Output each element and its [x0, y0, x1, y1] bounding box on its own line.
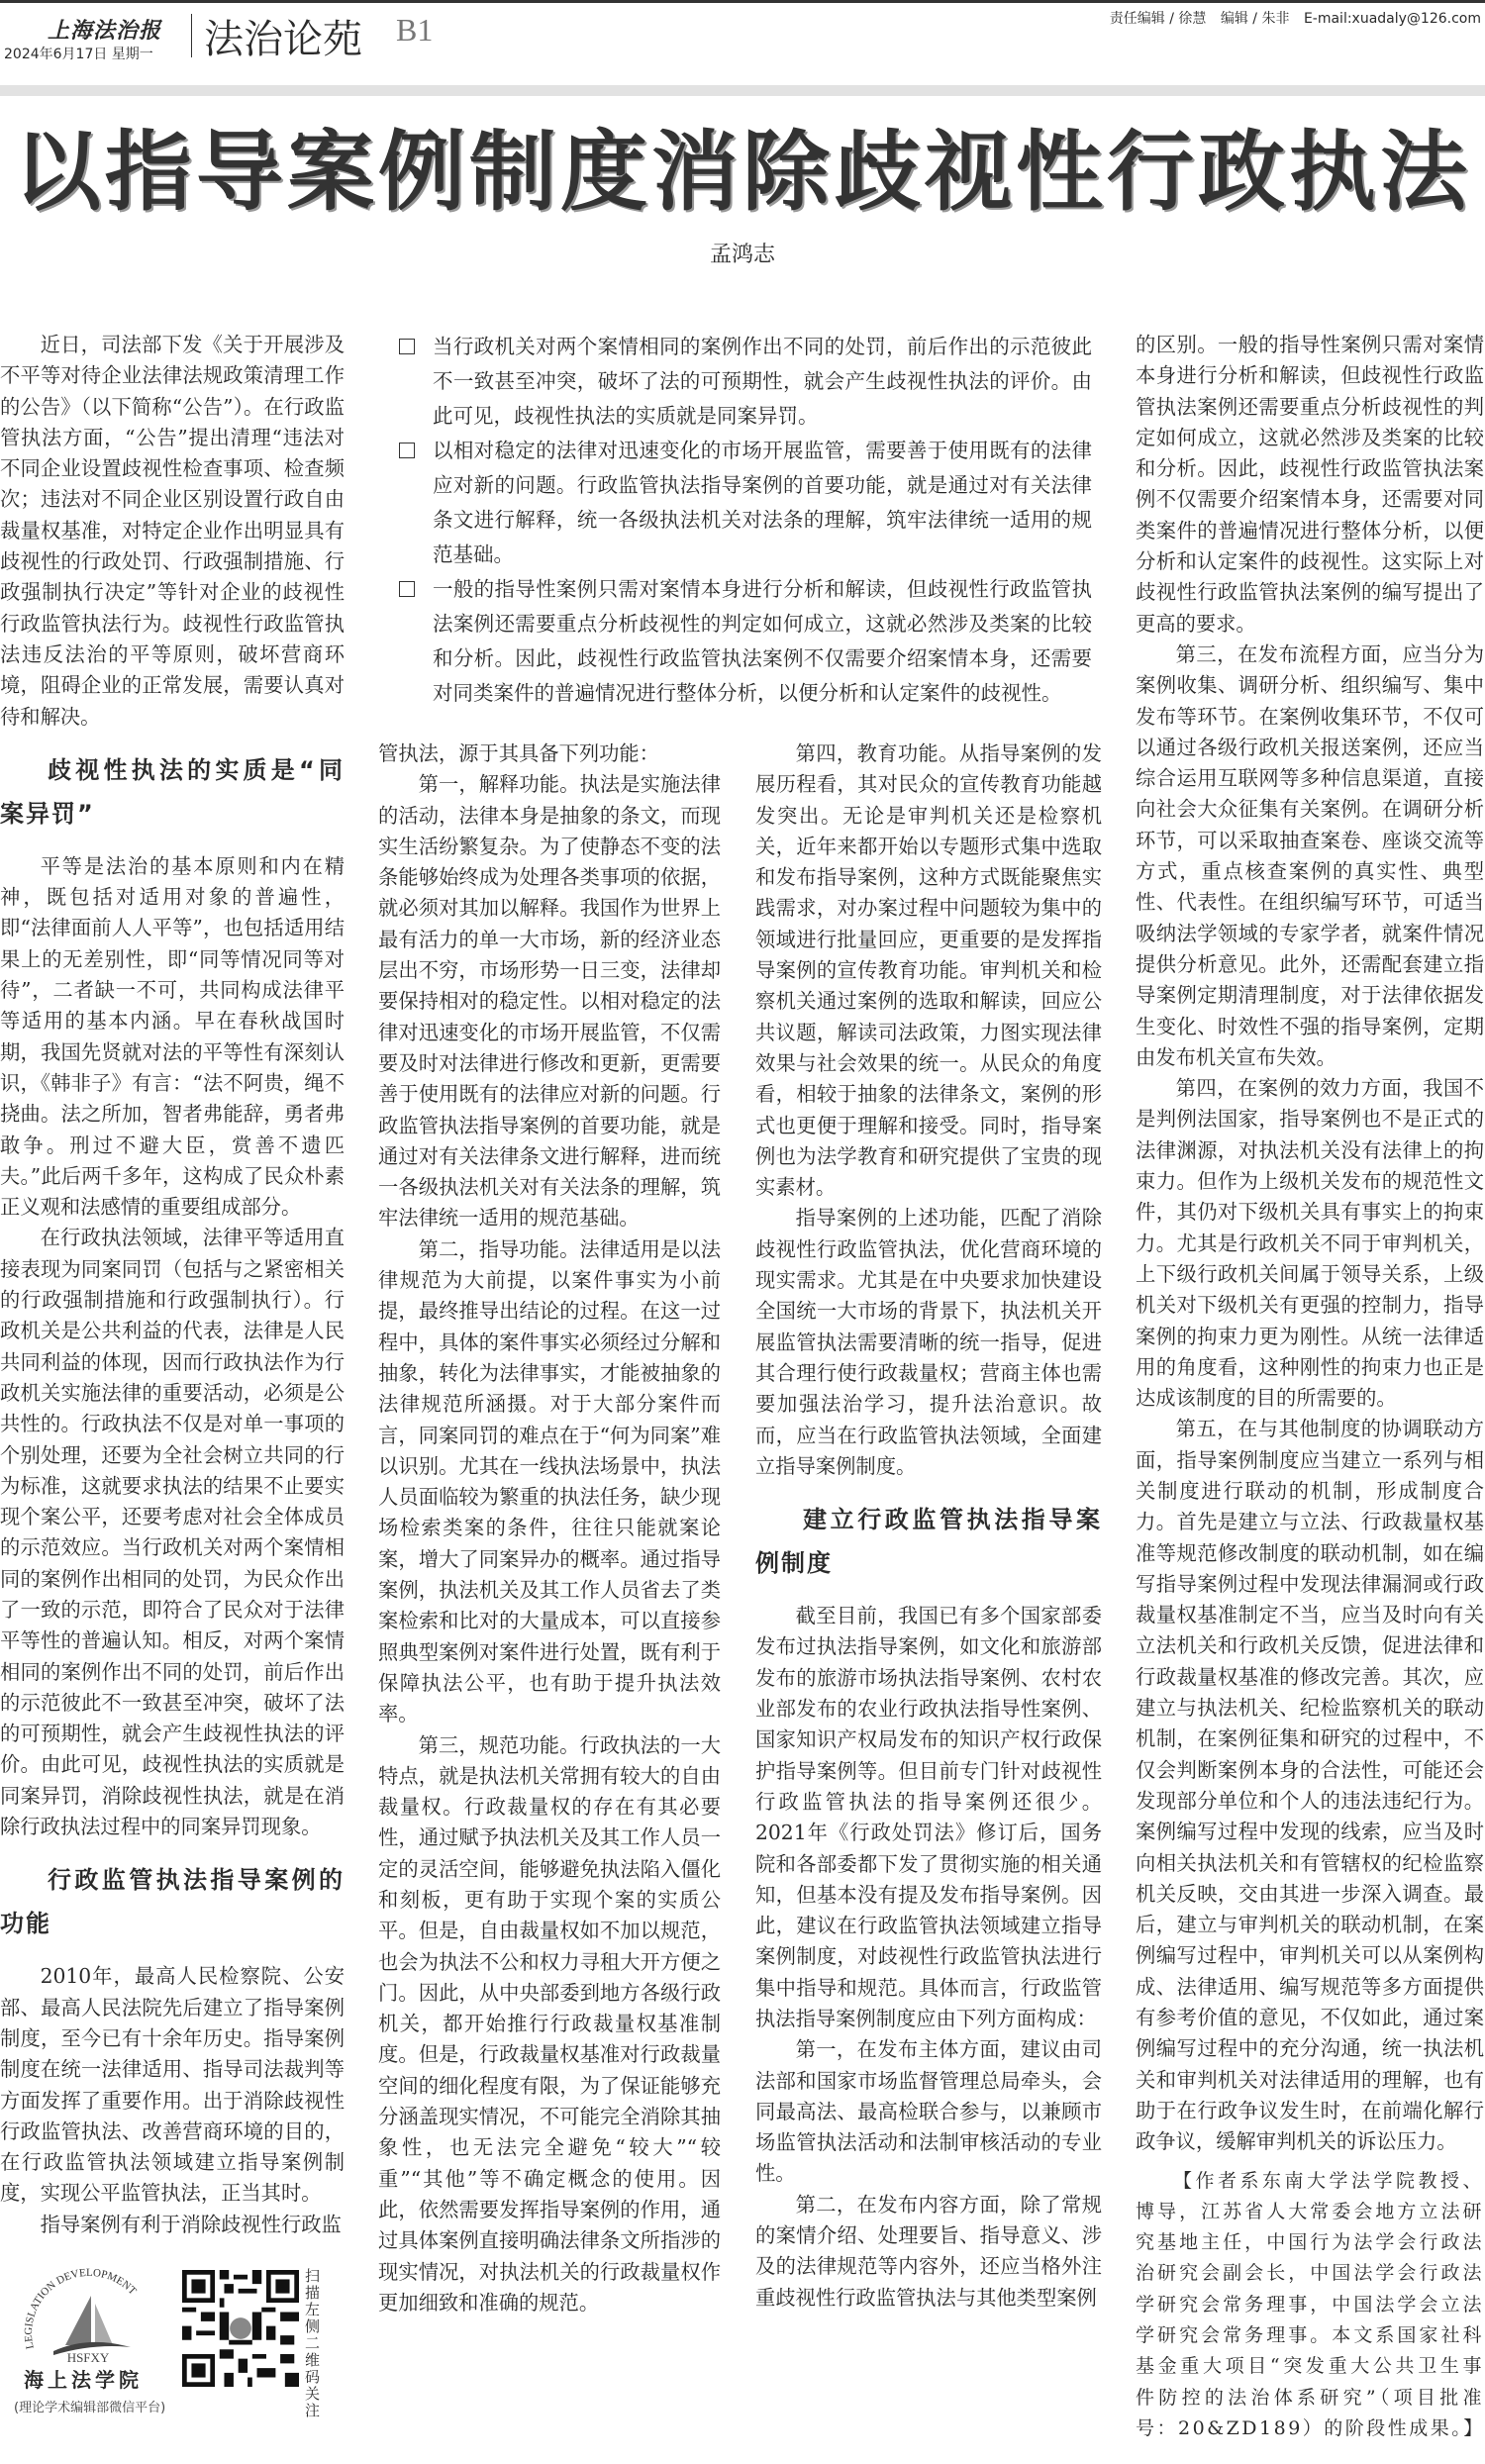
- hsfxy-logo: [14, 2264, 162, 2363]
- column-1: [0, 330, 345, 2420]
- column-4: [1136, 330, 1484, 2444]
- paragraph: 管执法，源于其具备下列功能：: [378, 741, 659, 765]
- paragraph: 的区别。一般的指导性案例只需对案情本身进行分析和解读，但歧视性行政监管执法案例还需要重点分析歧视性的判定如何成立，这就必然涉及类案的比较和分析。因此，歧视性行政监管执法案例不仅需要介绍案情本身，还需要对同类案件的普遍情况进行整体分析，以便分析和认定案件的歧视性。这实际上对歧视性行政监管执法案例的编写提出了更高的要求。: [1136, 333, 1484, 636]
- paragraph: 在行政执法领域，法律平等适用直接表现为同案同罚（包括与之紧密相关的行政强制措施和行政强制执行）。行政机关是公共利益的代表，法律是人民共同利益的体现，因而行政执法作为行政机关实施法律的重要活动，必须是公共性的。行政执法不仅是对单一事项的个别处理，还要为全社会树立共同的行为标准，这就要求执法的结果不止要实现个案公平，还要考虑对社会全体成员的示范效应。当行政机关对两个案情相同的案例作出相同的处罚，为民众作出了一致的示范，即符合了民众对于法律平等性的普遍认知。相反，对两个案情相同的案例作出不同的处罚，前后作出的示范彼此不一致甚至冲突，破坏了法的可预期性，就会产生歧视性执法的评价。由此可见，歧视性执法的实质就是同案异罚，消除歧视性执法，就是在消除行政执法过程中的同案异罚现象。: [0, 1226, 345, 1839]
- paragraph: 2010年，最高人民检察院、公安部、最高人民法院先后建立了指导案例制度，至今已有十余年历史。指导案例制度在统一法律适用、指导司法裁判等方面发挥了重要作用。出于消除歧视性行政监管执法、改善营商环境的目的，在行政监管执法领域建立指导案例制度，实现公平监管执法，正当其时。: [0, 1964, 345, 2206]
- section-heading: 建立行政监管执法指导案例制度: [755, 1506, 1102, 1578]
- article-author: 孟鸿志: [709, 243, 775, 267]
- author-bio: 【作者系东南大学法学院教授、博导，江苏省人大常委会地方立法研究基地主任，中国行为法学会行政法治研究会副会长，中国法学会行政法学研究会常务理事，中国法学会立法学研究会常务理事。本文系国家社科基金重大项目“突发重大公共卫生事件防控的法治体系研究”（项目批准号：20&ZD189）的阶段性成果。】: [1136, 2169, 1485, 2439]
- section-heading: 歧视性执法的实质是“同案异罚”: [0, 755, 345, 828]
- paragraph: 第二，指导功能。法律适用是以法律规范为大前提，以案件事实为小前提，最终推导出结论的过程。在这一过程中，具体的案件事实必须经过分解和抽象，转化为法律事实，才能被抽象的法律规范所涵摄。对于大部分案件而言，同案同罚的难点在于“何为同案”难以识别。尤其在一线执法场景中，执法人员面临较为繁重的执法任务，缺少现场检索类案的条件，往往只能就案论案，增大了同案异办的概率。通过指导案例，执法机关及其工作人员省去了类案检索和比对的大量成本，可以直接参照典型案例对案件进行处置，既有利于保障执法公平，也有助于提升执法效率。: [378, 1236, 721, 1726]
- promo-name: 海上法学院: [24, 2368, 143, 2393]
- paragraph: 截至目前，我国已有多个国家部委发布过执法指导案例，如文化和旅游部发布的旅游市场执法指导案例、农村农业部发布的农业行政执法指导性案例、国家知识产权局发布的知识产权行政保护指导案例等。但目前专门针对歧视性行政监管执法的指导案例还很少。2021年《行政处罚法》修订后，国务院和各部委都下发了贯彻实施的相关通知，但基本没有提及发布指导案例。因此，建议在行政监管执法领域建立指导案例制度，对歧视性行政监管执法进行集中指导和规范。具体而言，行政监管执法指导案例制度应由下列方面构成：: [755, 1604, 1102, 2030]
- pull-quote: 一般的指导性案例只需对案情本身进行分析和解读，但歧视性行政监管执法案例还需要重点分析歧视性的判定如何成立，这就必然涉及类案的比较和分析。因此，歧视性行政监管执法案例不仅需要介绍案情本身，还需要对同类案件的普遍情况进行整体分析，以便分析和认定案件的歧视性。: [399, 572, 1092, 711]
- paragraph: 第四，教育功能。从指导案例的发展历程看，其对民众的宣传教育功能越发突出。无论是审判机关还是检察机关，近年来都开始以专题形式集中选取和发布指导案例，这种方式既能聚焦实践需求，对办案过程中问题较为集中的领域进行批量回应，更重要的是发挥指导案例的宣传教育功能。审判机关和检察机关通过案例的选取和解读，回应公共议题，解读司法政策，力图实现法律效果与社会效果的统一。从民众的角度看，相较于抽象的法律条文，案例的形式也更便于理解和接受。同时，指导案例也为法学教育和研究提供了宝贵的现实素材。: [755, 741, 1102, 1200]
- newspaper-logo: 上海法治报: [48, 18, 162, 44]
- pull-quote: 当行政机关对两个案情相同的案例作出不同的处罚，前后作出的示范彼此不一致甚至冲突，破坏了法的可预期性，就会产生歧视性执法的评价。由此可见，歧视性执法的实质就是同案异罚。: [399, 330, 1092, 434]
- email: E-mail:xuadaly@126.com: [1303, 11, 1481, 27]
- qr-code[interactable]: [182, 2270, 299, 2387]
- paragraph: 指导案例有利于消除歧视性行政监: [40, 2212, 342, 2236]
- paragraph: 指导案例的上述功能，匹配了消除歧视性行政监管执法，优化营商环境的现实需求。尤其是在中央要求加快建设全国统一大市场的背景下，执法机关开展监管执法需要清晰的统一指导，促进其合理行使行政裁量权；营商主体也需要加强法治学习，提升法治意识。故而，应当在行政监管执法领域，全面建立指导案例制度。: [755, 1206, 1102, 1478]
- paragraph: 第二，在发布内容方面，除了常规的案情介绍、处理要旨、指导意义、涉及的法律规范等内容外，还应当格外注重歧视性行政监管执法与其他类型案例: [755, 2192, 1102, 2310]
- issue-date: 2024年6月17日 星期一: [4, 47, 153, 62]
- editor: 编辑 / 朱非: [1220, 11, 1290, 27]
- middle-columns: [378, 330, 1102, 2318]
- square-bullet-icon: [399, 443, 415, 458]
- pull-quote: 以相对稳定的法律对迅速变化的市场开展监管，需要善于使用既有的法律应对新的问题。行政监管执法指导案例的首要功能，就是通过对有关法律条文进行解释，统一各级执法机关对法条的理解，筑牢法律统一适用的规范基础。: [399, 434, 1092, 572]
- paragraph: 第一，解释功能。执法是实施法律的活动，法律本身是抽象的条文，而现实生活纷繁复杂。为了使静态不变的法条能够始终成为处理各类事项的依据，就必须对其加以解释。我国作为世界上最有活力的单一大市场，新的经济业态层出不穷，市场形势一日三变，法律却要保持相对的稳定性。以相对稳定的法律对迅速变化的市场开展监管，不仅需要及时对法律进行修改和更新，更需要善于使用既有的法律应对新的问题。行政监管执法指导案例的首要功能，就是通过对有关法律条文进行解释，进而统一各级执法机关对有关法条的理解，筑牢法律统一适用的规范基础。: [378, 772, 721, 1231]
- column-2: [378, 739, 721, 2318]
- scan-prompt: 扫描左侧二维码关注: [305, 2267, 321, 2420]
- svg-text:LEGISLATION DEVELOPMENT: LEGISLATION DEVELOPMENT: [22, 2266, 139, 2351]
- columns-2-3: [378, 739, 1102, 2318]
- paragraph: 第一，在发布主体方面，建议由司法部和国家市场监督管理总局牵头，会同最高法、最高检联合参与，以兼顾市场监管执法活动和法制审核活动的专业性。: [755, 2037, 1102, 2186]
- paragraph: 平等是法治的基本原则和内在精神，既包括对适用对象的普遍性，即“法律面前人人平等”，也包括适用结果上的无差别性，即“同等情况同等对待”，二者缺一不可，共同构成法律平等适用的基本内涵。早在春秋战国时期，我国先贤就对法的平等性有深刻认识，《韩非子》有言：“法不阿贵，绳不挠曲。法之所加，智者弗能辞，勇者弗敢争。刑过不避大臣，赏善不遗匹夫。”此后两千多年，这构成了民众朴素正义观和法感情的重要组成部分。: [0, 853, 345, 1220]
- svg-text:HSFXY: HSFXY: [66, 2350, 110, 2364]
- square-bullet-icon: [399, 339, 415, 354]
- wechat-promo: [14, 2264, 341, 2420]
- paragraph: 第五，在与其他制度的协调联动方面，指导案例制度应当建立一系列与相关制度进行联动的机制，形成制度合力。首先是建立与立法、行政裁量权基准等规范修改制度的联动机制，如在编写指导案例过程中发现法律漏洞或行政裁量权基准制定不当，应当及时向有关立法机关和行政机关反馈，促进法律和行政裁量权基准的修改完善。其次，应建立与执法机关、纪检监察机关的联动机制，在案例征集和研究的过程中，不仅会判断案例本身的合法性，可能还会发现部分单位和个人的违法违纪行为。案例编写过程中发现的线索，应当及时向相关执法机关和有管辖权的纪检监察机关反映，交由其进一步深入调查。最后，建立与审判机关的联动机制，在案例编写过程中，审判机关可以从案例构成、法律适用、编写规范等多方面提供有参考价值的意见，不仅如此，通过案例编写过程中的充分沟通，统一执法机关和审判机关对法律适用的理解，也有助于在行政争议发生时，在前端化解行政争议，缓解审判机关的诉讼压力。: [1136, 1417, 1484, 2154]
- paragraph: 第三，规范功能。行政执法的一大特点，就是执法机关常拥有较大的自由裁量权。行政裁量权的存在有其必要性，通过赋予执法机关及其工作人员一定的灵活空间，能够避免执法陷入僵化和刻板，更有助于实现个案的实质公平。但是，自由裁量权如不加以规范，也会为执法不公和权力寻租大开方便之门。因此，从中央部委到地方各级行政机关，都开始推行行政裁量权基准制度。但是，行政裁量权基准对行政裁量空间的细化程度有限，为了保证能够充分涵盖现实情况，不可能完全消除其抽象性，也无法完全避免“较大”“较重”“其他”等不确定概念的使用。因此，依然需要发挥指导案例的作用，通过具体案例直接明确法律条文所指涉的现实情况，对执法机关的行政裁量权作更加细致和准确的规范。: [378, 1732, 721, 2315]
- section-heading: 行政监管执法指导案例的功能: [0, 1866, 345, 1938]
- paragraph: 第四，在案例的效力方面，我国不是判例法国家，指导案例也不是正式的法律渊源，对执法机关没有法律上的拘束力。但作为上级机关发布的规范性文件，其仍对下级机关具有事实上的拘束力。尤其是行政机关不同于审判机关，上下级行政机关间属于领导关系，上级机关对下级机关有更强的控制力，指导案例的拘束力更为刚性。从统一法律适用的角度看，这种刚性的拘束力也正是达成该制度的目的所需要的。: [1136, 1076, 1484, 1411]
- paragraph: 第三，在发布流程方面，应当分为案例收集、调研分析、组织编写、集中发布等环节。在案例收集环节，不仅可以通过各级行政机关报送案例，还应当综合运用互联网等多种信息渠道，直接向社会大众征集有关案例。在调研分析环节，可以采取抽查案卷、座谈交流等方式，重点核查案例的真实性、典型性、代表性。在组织编写环节，可适当吸纳法学领域的专家学者，就案件情况提供分析意见。此外，还需配套建立指导案例定期清理制度，对于法律依据发生变化、时效性不强的指导案例，定期由发布机关宣布失效。: [1136, 641, 1484, 1069]
- pull-quote-box: [399, 330, 1092, 711]
- page-number: B1: [396, 12, 434, 48]
- column-3: [755, 739, 1102, 2314]
- article-title: 以指导案例制度消除歧视性行政执法: [13, 121, 1471, 223]
- promo-subtitle: (理论学术编辑部微信平台): [14, 2401, 166, 2416]
- section-name: 法治论苑: [204, 17, 362, 62]
- editor-in-charge: 责任编辑 / 徐慧: [1109, 11, 1207, 27]
- paragraph: 近日，司法部下发《关于开展涉及不平等对待企业法律法规政策清理工作的公告》（以下简称“公告”）。在行政监管执法方面，“公告”提出清理“违法对不同企业设置歧视性检查事项、检查频次；违法对不同企业区别设置行政自由裁量权基准，对特定企业作出明显具有歧视性的行政处罚、行政强制措施、行政强制执行决定”等针对企业的歧视性行政监管执法行为。歧视性行政监管执法违反法治的平等原则，破坏营商环境，阻碍企业的正常发展，需要认真对待和解决。: [0, 333, 345, 729]
- square-bullet-icon: [399, 581, 415, 597]
